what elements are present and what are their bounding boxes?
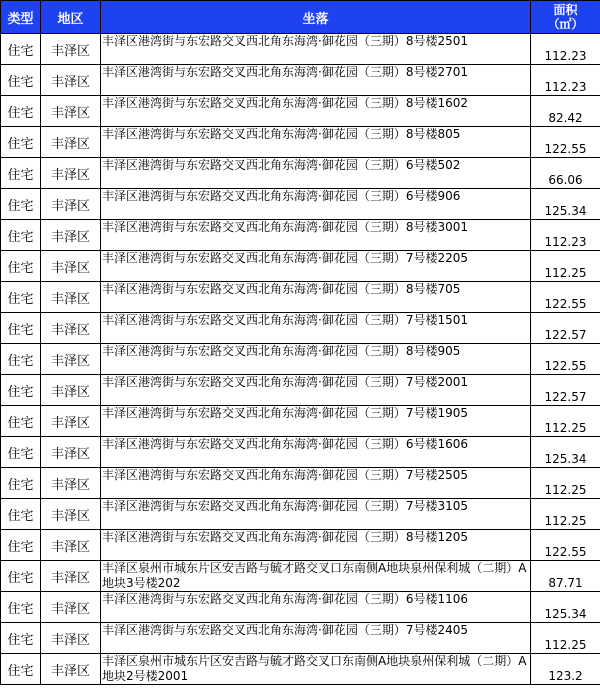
cell-area: 丰泽区 xyxy=(41,592,101,623)
table-row xyxy=(1,623,600,654)
cell-size: 122.55 xyxy=(531,282,600,313)
table-row xyxy=(1,313,600,344)
cell-area: 丰泽区 xyxy=(41,530,101,561)
cell-type: 住宅 xyxy=(1,65,41,96)
cell-type: 住宅 xyxy=(1,406,41,437)
header-size-unit: （㎡） xyxy=(547,17,584,31)
cell-address: 丰泽区港湾街与东宏路交叉西北角东海湾·御花园（三期）6号楼502 xyxy=(101,158,531,189)
cell-size: 82.42 xyxy=(531,96,600,127)
cell-type: 住宅 xyxy=(1,437,41,468)
cell-type: 住宅 xyxy=(1,313,41,344)
cell-area: 丰泽区 xyxy=(41,499,101,530)
header-size xyxy=(531,1,600,34)
cell-area: 丰泽区 xyxy=(41,34,101,65)
cell-type: 住宅 xyxy=(1,468,41,499)
cell-address: 丰泽区港湾街与东宏路交叉西北角东海湾·御花园（三期）7号楼1905 xyxy=(101,406,531,437)
cell-type: 住宅 xyxy=(1,96,41,127)
cell-size: 112.23 xyxy=(531,34,600,65)
cell-area: 丰泽区 xyxy=(41,127,101,158)
table-row xyxy=(1,499,600,530)
cell-size: 122.55 xyxy=(531,530,600,561)
table-row xyxy=(1,282,600,313)
cell-size: 122.55 xyxy=(531,127,600,158)
table-row xyxy=(1,592,600,623)
table-row xyxy=(1,158,600,189)
cell-address: 丰泽区港湾街与东宏路交叉西北角东海湾·御花园（三期）8号楼3001 xyxy=(101,220,531,251)
cell-address: 丰泽区泉州市城东片区安吉路与毓才路交叉口东南侧A地块泉州保利城（二期）A地块2号楼2001 xyxy=(101,654,531,685)
cell-type: 住宅 xyxy=(1,220,41,251)
cell-type: 住宅 xyxy=(1,158,41,189)
cell-address: 丰泽区港湾街与东宏路交叉西北角东海湾·御花园（三期）8号楼805 xyxy=(101,127,531,158)
cell-address: 丰泽区港湾街与东宏路交叉西北角东海湾·御花园（三期）7号楼1501 xyxy=(101,313,531,344)
table-row xyxy=(1,561,600,592)
table-row xyxy=(1,34,600,65)
cell-address: 丰泽区港湾街与东宏路交叉西北角东海湾·御花园（三期）7号楼3105 xyxy=(101,499,531,530)
cell-area: 丰泽区 xyxy=(41,375,101,406)
cell-address: 丰泽区港湾街与东宏路交叉西北角东海湾·御花园（三期）7号楼2405 xyxy=(101,623,531,654)
cell-type: 住宅 xyxy=(1,561,41,592)
cell-type: 住宅 xyxy=(1,499,41,530)
cell-area: 丰泽区 xyxy=(41,623,101,654)
cell-address: 丰泽区泉州市城东片区安吉路与毓才路交叉口东南侧A地块泉州保利城（二期）A地块3号楼202 xyxy=(101,561,531,592)
header-area: 地区 xyxy=(41,1,101,34)
header-address: 坐落 xyxy=(101,1,531,34)
cell-type: 住宅 xyxy=(1,282,41,313)
cell-address: 丰泽区港湾街与东宏路交叉西北角东海湾·御花园（三期）7号楼2205 xyxy=(101,251,531,282)
header-size-label: 面积 xyxy=(553,3,578,17)
cell-area: 丰泽区 xyxy=(41,344,101,375)
cell-area: 丰泽区 xyxy=(41,406,101,437)
cell-size: 112.25 xyxy=(531,406,600,437)
cell-address: 丰泽区港湾街与东宏路交叉西北角东海湾·御花园（三期）8号楼2701 xyxy=(101,65,531,96)
cell-size: 122.57 xyxy=(531,313,600,344)
cell-type: 住宅 xyxy=(1,654,41,685)
cell-area: 丰泽区 xyxy=(41,189,101,220)
cell-size: 122.55 xyxy=(531,344,600,375)
table-body xyxy=(1,34,600,685)
cell-area: 丰泽区 xyxy=(41,220,101,251)
table-row xyxy=(1,437,600,468)
cell-address: 丰泽区港湾街与东宏路交叉西北角东海湾·御花园（三期）6号楼906 xyxy=(101,189,531,220)
cell-size: 112.25 xyxy=(531,468,600,499)
cell-address: 丰泽区港湾街与东宏路交叉西北角东海湾·御花园（三期）7号楼2505 xyxy=(101,468,531,499)
cell-type: 住宅 xyxy=(1,592,41,623)
cell-area: 丰泽区 xyxy=(41,96,101,127)
cell-type: 住宅 xyxy=(1,375,41,406)
cell-size: 112.25 xyxy=(531,251,600,282)
cell-address: 丰泽区港湾街与东宏路交叉西北角东海湾·御花园（三期）6号楼1106 xyxy=(101,592,531,623)
cell-address: 丰泽区港湾街与东宏路交叉西北角东海湾·御花园（三期）6号楼1606 xyxy=(101,437,531,468)
cell-size: 122.57 xyxy=(531,375,600,406)
cell-type: 住宅 xyxy=(1,127,41,158)
cell-address: 丰泽区港湾街与东宏路交叉西北角东海湾·御花园（三期）8号楼2501 xyxy=(101,34,531,65)
table-row xyxy=(1,251,600,282)
cell-size: 66.06 xyxy=(531,158,600,189)
table-row xyxy=(1,220,600,251)
cell-size: 125.34 xyxy=(531,437,600,468)
table-row xyxy=(1,344,600,375)
cell-size: 112.23 xyxy=(531,220,600,251)
table-row xyxy=(1,96,600,127)
table-row xyxy=(1,375,600,406)
cell-area: 丰泽区 xyxy=(41,313,101,344)
table-row xyxy=(1,406,600,437)
cell-size: 87.71 xyxy=(531,561,600,592)
cell-size: 125.34 xyxy=(531,189,600,220)
cell-address: 丰泽区港湾街与东宏路交叉西北角东海湾·御花园（三期）8号楼1205 xyxy=(101,530,531,561)
cell-type: 住宅 xyxy=(1,251,41,282)
table-row xyxy=(1,189,600,220)
cell-address: 丰泽区港湾街与东宏路交叉西北角东海湾·御花园（三期）8号楼1602 xyxy=(101,96,531,127)
cell-size: 123.2 xyxy=(531,654,600,685)
cell-size: 125.34 xyxy=(531,592,600,623)
cell-area: 丰泽区 xyxy=(41,282,101,313)
cell-type: 住宅 xyxy=(1,344,41,375)
cell-address: 丰泽区港湾街与东宏路交叉西北角东海湾·御花园（三期）8号楼905 xyxy=(101,344,531,375)
cell-area: 丰泽区 xyxy=(41,468,101,499)
header-row xyxy=(1,1,600,34)
table-row xyxy=(1,65,600,96)
cell-address: 丰泽区港湾街与东宏路交叉西北角东海湾·御花园（三期）8号楼705 xyxy=(101,282,531,313)
cell-type: 住宅 xyxy=(1,189,41,220)
cell-type: 住宅 xyxy=(1,34,41,65)
table-row xyxy=(1,530,600,561)
cell-size: 112.25 xyxy=(531,623,600,654)
cell-type: 住宅 xyxy=(1,623,41,654)
cell-area: 丰泽区 xyxy=(41,158,101,189)
cell-area: 丰泽区 xyxy=(41,654,101,685)
cell-type: 住宅 xyxy=(1,530,41,561)
table-row xyxy=(1,468,600,499)
cell-area: 丰泽区 xyxy=(41,437,101,468)
cell-area: 丰泽区 xyxy=(41,65,101,96)
header-type: 类型 xyxy=(1,1,41,34)
table-row xyxy=(1,127,600,158)
cell-area: 丰泽区 xyxy=(41,251,101,282)
cell-area: 丰泽区 xyxy=(41,561,101,592)
cell-size: 112.25 xyxy=(531,499,600,530)
table-row xyxy=(1,654,600,685)
cell-size: 112.23 xyxy=(531,65,600,96)
cell-address: 丰泽区港湾街与东宏路交叉西北角东海湾·御花园（三期）7号楼2001 xyxy=(101,375,531,406)
